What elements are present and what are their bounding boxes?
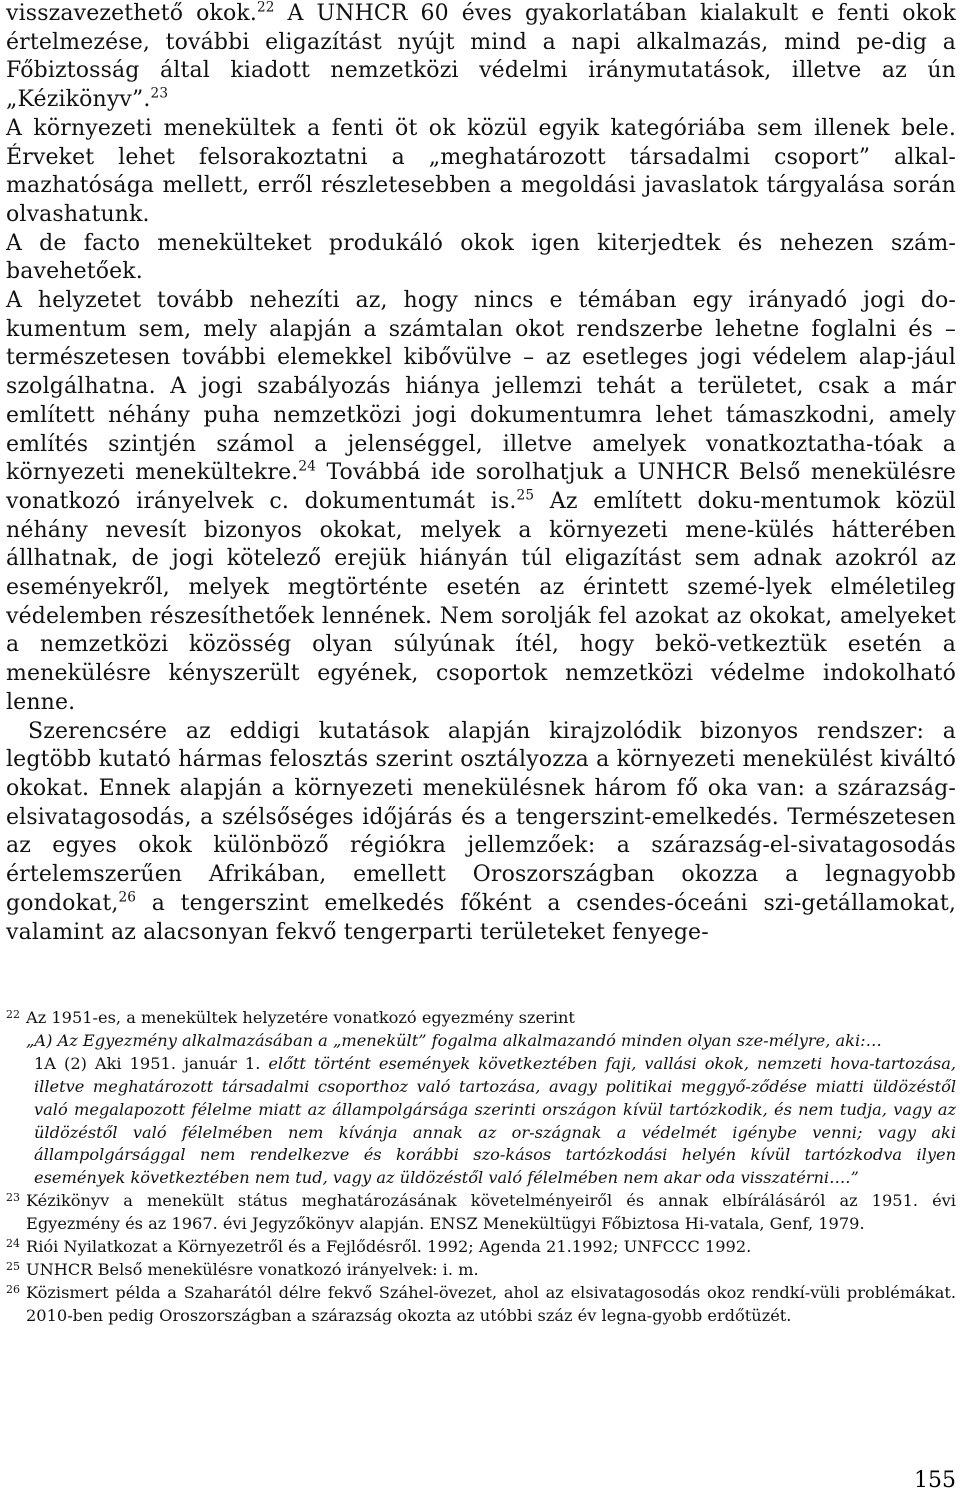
- footnote-ref: 24: [298, 458, 317, 475]
- footnote-number: 22: [6, 1008, 20, 1021]
- paragraph: [6, 718, 956, 948]
- paragraph-text: Továbbá ide sorolhatjuk a UNHCR Belső menekülésre vonatkozó irányelvek c. dokumentumát is.: [6, 460, 956, 514]
- document-page: [6, 0, 956, 1325]
- footnote-24: [6, 1236, 956, 1259]
- paragraph: [6, 287, 956, 718]
- footnote-intro: Az 1951-es, a menekültek helyzetére vonatkozó egyezmény szerint: [26, 1008, 575, 1027]
- paragraph-text: A helyzetet tovább nehezíti az, hogy nincs e témában egy irányadó jogi do-kumentum sem, mely alapján a számtalan okot rendszerbe lehetne foglalni és – természetesen további elemekkel kibővülve – az esetleges jogi védelem alap-jául szolgálhatna. A jogi szabályozás hiánya jellemzi tehát a területet, csak a már említett néhány puha nemzetközi jogi dokumentumra lehet támaszkodni, amely említés szintjén számol a jelenséggel, illetve amelyek vonatkoztatha-tóak a környezeti menekültekre.: [6, 288, 956, 486]
- footnote-clause-label: 1A (2) Aki 1951. január 1.: [34, 1053, 261, 1073]
- paragraph: [6, 230, 956, 287]
- footnote-number: 25: [6, 1259, 20, 1273]
- footnote-ref: 25: [516, 487, 535, 504]
- footnote-number: 24: [6, 1237, 20, 1251]
- footnotes: [6, 1007, 956, 1328]
- footnote-quote: „A) Az Egyezmény alkalmazásában a „menekült” fogalma alkalmazandó minden olyan sze-mélyre, aki:…: [26, 1030, 882, 1050]
- footnote-clause-text: előtt történt események következtében faji, vallási okok, nemzeti hova-tartozása, illetve meghatározott társadalmi csoporthoz való tartozása, avagy politikai meggyő-ződése miatti üldözéstől való megalapozott félelme miatt az állampolgársága szerinti országon kívül tartózkodik, és nem tudja, vagy az üldözéstől való félelmében nem kívánja annak az or-szágnak a védelmét igénybe venni; vagy aki állampolgársággal nem rendelkezve és korábbi szo-kásos tartózkodási helyén kívül tartózkodva ilyen események következtében nem tud, vagy az üldözéstől való félelmében nem akar oda visszatérni….”: [34, 1053, 956, 1188]
- paragraph-text: visszavezethető okok.: [6, 1, 257, 26]
- footnote-ref: 23: [150, 85, 169, 102]
- paragraph: [6, 115, 956, 230]
- footnote-text: UNHCR Belső menekülésre vonatkozó irányelvek: i. m.: [26, 1259, 479, 1279]
- paragraph-text: Szerencsére az eddigi kutatások alapján kirajzolódik bizonyos rendszer: a legtöbb kutató hármas felosztás szerint osztályozza a környezeti menekülést kiváltó okokat. Ennek alapján a környezeti menekülésnek három fő oka van: a szárazság-elsivatagosodás, a szélsőséges időjárás és a tengerszint-emelkedés. Természetesen az egyes okok különböző régiókra jellemzőek: a szárazság-el-sivatagosodás értelemszerűen Afrikában, emellett Oroszországban okozza a legnagyobb gondokat,: [6, 718, 956, 916]
- paragraph-text: a tengerszint emelkedés főként a csendes-óceáni szi-getállamokat, valamint az alacsonyan fekvő tengerparti területeket fenyege-: [6, 890, 956, 945]
- paragraph: [6, 0, 956, 115]
- footnote-ref: 26: [118, 889, 137, 906]
- footnote-ref: 22: [256, 0, 275, 16]
- footnote-25: [6, 1259, 956, 1282]
- footnote-text: Rióі Nyilatkozat a Környezetről és a Fejlődésről. 1992; Agenda 21.1992; UNFCCC 1992.: [26, 1237, 752, 1257]
- page-number: 155: [914, 1468, 956, 1493]
- paragraph-text: Az említett doku-mentumok közül néhány nevesít bizonyos okokat, melyek a környezeti mene-külés hátterében állhatnak, de jogi kötelező erejük hiányán túl eligazítást sem adnak azokról az eseményekről, melyek megtörténte esetén az érintett szemé-lyek elméletileg védelemben részesíthetőek lennének. Nem sorolják fel azokat az okokat, amelyeket a nemzetközi közösség olyan súlyúnak ítél, hogy bekö-vetkeztük esetén a menekülésre kényszerült egyének, csoportok nemzetközi védelme indokolható lenne.: [6, 488, 956, 715]
- footnote-number: 26: [6, 1282, 20, 1296]
- footnote-clause: [26, 1053, 956, 1190]
- footnote-number: 23: [6, 1191, 20, 1205]
- main-text: [6, 0, 956, 947]
- paragraph-text: A de facto menekülteket produkáló okok igen kiterjedtek és nehezen szám-bavehetőek.: [6, 230, 956, 285]
- footnote-text: Kézikönyv a menekült státus meghatározásának követelményeiről és annak elbírálásáról az 1951. évi Egyezmény és az 1967. évi Jegyzőkönyv alapján. ENSZ Menekültügyi Főbiztosa Hi-vatala, Genf, 1979.: [26, 1191, 956, 1234]
- paragraph-text: A környezeti menekültek a fenti öt ok közül egyik kategóriába sem illenek bele. Érveket lehet felsorakoztatni a „meghatározott társadalmi csoport” alkal-mazhatósága mellett, erről részletesebben a megoldási javaslatok tárgyalása során olvashatunk.: [6, 115, 956, 227]
- paragraph-text: A UNHCR 60 éves gyakorlatában kialakult e fenti okok értelmezése, további eligazítást nyújt mind a napi alkalmazás, mind pe-dig a Főbiztosság által kiadott nemzetközi védelmi iránymutatások, illetve az ún „Kézikönyv”.: [6, 1, 956, 113]
- footnote-26: [6, 1282, 956, 1328]
- footnote-22: [6, 1007, 956, 1190]
- footnote-23: [6, 1190, 956, 1236]
- footnote-text: Közismert példa a Szaharától délre fekvő Száhel-övezet, ahol az elsivatagosodás okoz rendkí-vüli problémákat. 2010-ben pedig Oroszországban a szárazság okozta az utóbbi száz év legna-gyobb erdőtüzét.: [26, 1282, 956, 1325]
